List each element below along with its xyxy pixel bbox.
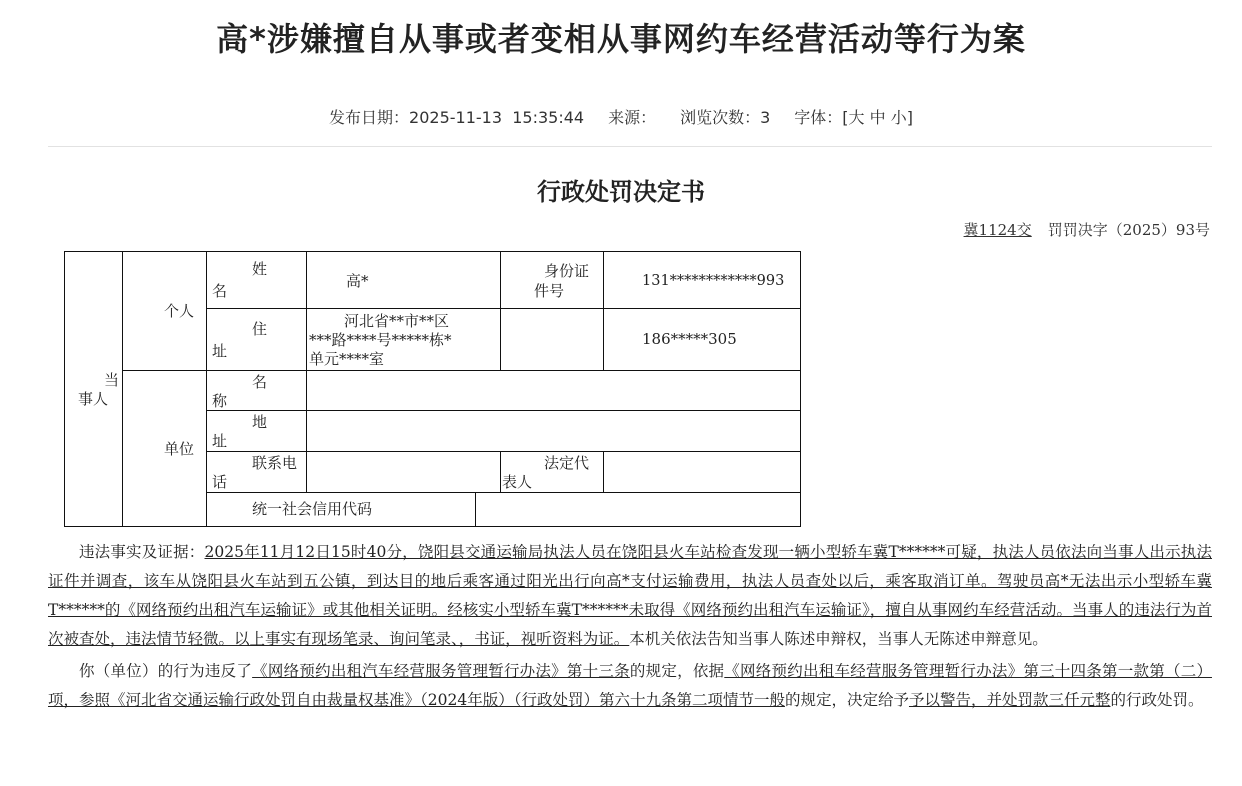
facts-paragraph bbox=[48, 538, 1212, 654]
divider bbox=[48, 146, 1212, 147]
article-meta bbox=[0, 105, 1242, 128]
address-value-line1: 河北省**市**区 bbox=[344, 312, 450, 330]
legal-basis: 《网络预约出租车经营服务管理暂行办法》第三十四条第一款第（二）项，参照《河北省交通运输行政处罚自由裁量权基准》（2024年版）（行政处罚）第六十九条第二项情节一般 bbox=[48, 662, 1212, 709]
party-label-line2: 事人 bbox=[78, 390, 109, 408]
individual-label: 个人 bbox=[164, 302, 195, 320]
decision-part-g: 的行政处罚。 bbox=[1110, 691, 1204, 709]
view-count: 浏览次数：3 bbox=[680, 108, 771, 127]
name-label-line1: 姓 bbox=[252, 260, 268, 278]
address-label-line1: 住 bbox=[252, 320, 268, 338]
unit-label: 单位 bbox=[164, 440, 195, 458]
name-value: 高* bbox=[346, 272, 369, 290]
decision-part-a: 你（单位）的行为违反了 bbox=[79, 662, 253, 680]
unit-phone-label-line1: 联系电 bbox=[252, 454, 298, 472]
font-size-switcher[interactable]: 字体：[大 中 小] bbox=[794, 108, 913, 127]
unit-address-label-line1: 地 bbox=[252, 413, 268, 431]
legal-rep-label-line1: 法定代 bbox=[544, 454, 590, 472]
violated-regulation: 《网络预约出租汽车经营服务管理暂行办法》第十三条 bbox=[252, 662, 630, 680]
address-value-line2: ***路****号*****栋* bbox=[309, 331, 452, 349]
party-label-line1: 当 bbox=[104, 371, 120, 389]
decision-part-e: 的规定，决定给予 bbox=[784, 691, 909, 709]
name-label-line2: 名 bbox=[212, 282, 228, 300]
decision-part-c: 的规定，依据 bbox=[629, 662, 725, 680]
address-label-line2: 址 bbox=[212, 342, 228, 360]
credit-code-label: 统一社会信用代码 bbox=[252, 500, 373, 518]
facts-text: 2025年11月12日15时40分，饶阳县交通运输局执法人员在饶阳县火车站检查发现一辆小型轿车冀T******可疑，执法人员依法向当事人出示执法证件并调查，该车从饶阳县火车站到五公镇，到达目的地后乘客通过阳光出行向高*支付运输费用，执法人员查处以后，乘客取消订单。驾驶员高*无法出示小型轿车冀T******的《网络预约出租汽车运输证》或其他相关证明。经核实小型轿车冀T******未取得《网络预约出租汽车运输证》，擅自从事网约车经营活动。当事人的违法行为首次被查处，违法情节轻微。以上事实有现场笔录、询问笔录、，书证，视听资料为证。 bbox=[48, 543, 1212, 648]
decision-paragraph bbox=[48, 657, 1212, 715]
unit-address-label-line2: 址 bbox=[212, 432, 228, 450]
page-title: 高*涉嫌擅自从事或者变相从事网约车经营活动等行为案 bbox=[216, 20, 1026, 58]
source-label: 来源： bbox=[608, 108, 657, 127]
document-heading: 行政处罚决定书 bbox=[537, 177, 705, 206]
penalty: 予以警告，并处罚款三仟元整 bbox=[908, 691, 1111, 709]
document-number bbox=[964, 219, 1210, 240]
document-body bbox=[48, 538, 1212, 715]
publish-date: 发布日期：2025-11-13 15:35:44 bbox=[329, 108, 585, 127]
unit-phone-label-line2: 话 bbox=[212, 473, 228, 491]
unit-name-label-line1: 名 bbox=[252, 373, 268, 391]
phone-value: 186*****305 bbox=[642, 330, 737, 348]
document-number-prefix: 冀1124交 bbox=[963, 221, 1032, 239]
id-label-line2: 件号 bbox=[534, 282, 565, 300]
facts-lead: 违法事实及证据： bbox=[79, 543, 205, 561]
legal-rep-label-line2: 表人 bbox=[502, 473, 533, 491]
unit-name-label-line2: 称 bbox=[212, 392, 228, 410]
id-value: 131************993 bbox=[642, 273, 785, 289]
document-number-suffix: 罚罚决字（2025）93号 bbox=[1047, 221, 1210, 239]
id-label-line1: 身份证 bbox=[544, 262, 590, 280]
address-value-line3: 单元****室 bbox=[309, 350, 385, 368]
facts-tail: 本机关依法告知当事人陈述申辩权，当事人无陈述申辩意见。 bbox=[629, 630, 1048, 648]
